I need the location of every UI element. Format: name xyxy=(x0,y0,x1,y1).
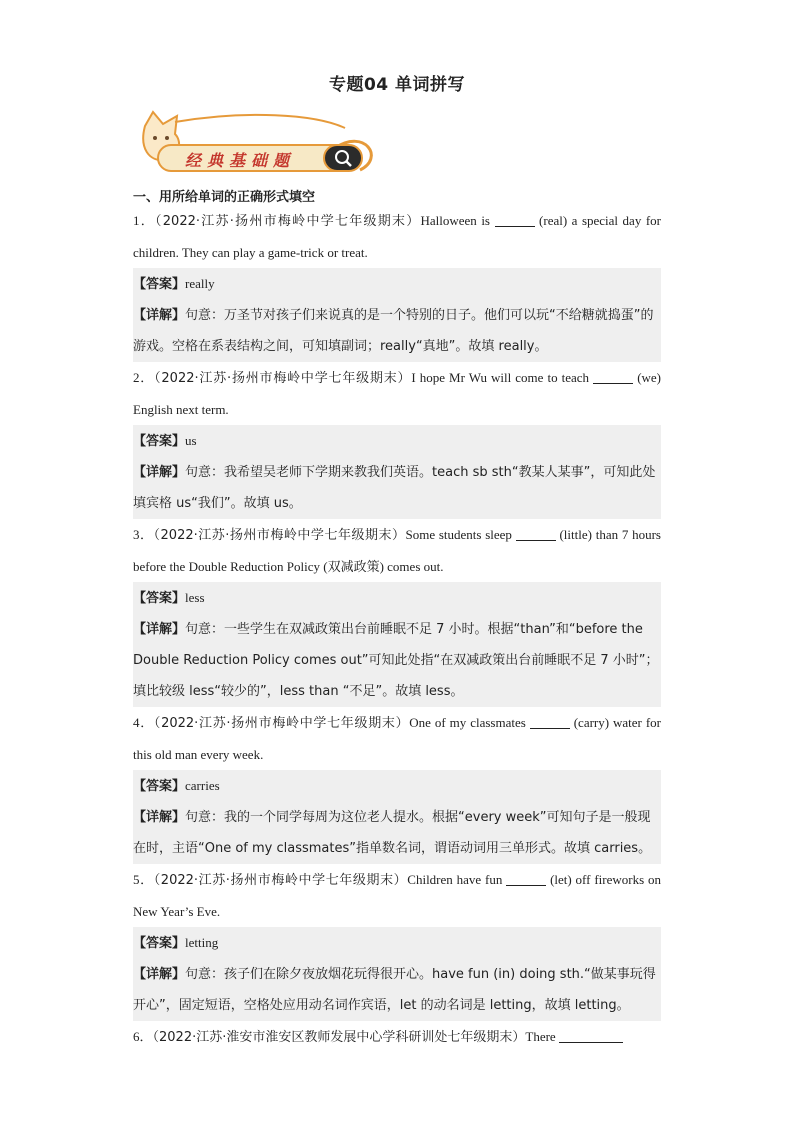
question-list xyxy=(133,205,661,1053)
answer-box-4 xyxy=(133,770,661,864)
explanation-line: 【详解】句意：我希望吴老师下学期来教我们英语。teach sb sth“教某人某事”，可知此处填宾格 us“我们”。故填 us。 xyxy=(133,465,656,511)
banner-label: 经典基础题 xyxy=(185,151,296,170)
answer-line: 【答案】really xyxy=(133,276,215,292)
answer-line: 【答案】letting xyxy=(133,935,219,951)
answer-box-3 xyxy=(133,582,661,707)
answer-blank[interactable] xyxy=(593,370,633,384)
question-5: 5．（2022·江苏·扬州市梅岭中学七年级期末）Children have fun (let) off fireworks on New Year’s Eve. xyxy=(133,872,661,919)
question-1: 1．（2022·江苏·扬州市梅岭中学七年级期末）Halloween is (real) a special day for children. They can play a game-trick or treat. xyxy=(133,213,661,260)
explanation-line: 【详解】句意：我的一个同学每周为这位老人提水。根据“every week”可知句子是一般现在时，主语“One of my classmates”指单数名词，谓语动词用三单形式。故填 carries。 xyxy=(133,810,652,856)
answer-line: 【答案】us xyxy=(133,433,197,449)
explanation-line: 【详解】句意：孩子们在除夕夜放烟花玩得很开心。have fun (in) doing sth.“做某事玩得开心”，固定短语，空格处应用动名词作宾语，let 的动名词是 letting，故填 letting。 xyxy=(133,967,656,1013)
explanation-line: 【详解】句意：万圣节对孩子们来说真的是一个特别的日子。他们可以玩“不给糖就捣蛋”的游戏。空格在系表结构之间，可知填副词；really“真地”。故填 really。 xyxy=(133,308,654,354)
explanation-line: 【详解】句意：一些学生在双减政策出台前睡眠不足 7 小时。根据“than”和“before the Double Reduction Policy comes out”可知此处指“在双减政策出台前睡眠不足 7 小时”；填比较级 less“较少的”，less than “不足”。故填 less。 xyxy=(133,622,659,699)
answer-line: 【答案】less xyxy=(133,590,205,606)
answer-blank[interactable] xyxy=(530,715,570,729)
page-title: 专题04 单词拼写 xyxy=(328,75,466,95)
answer-blank[interactable] xyxy=(516,527,556,541)
answer-blank[interactable] xyxy=(495,213,535,227)
answer-box-2 xyxy=(133,425,661,519)
magnifier-icon xyxy=(325,146,361,170)
question-2: 2．（2022·江苏·扬州市梅岭中学七年级期末）I hope Mr Wu will come to teach (we) English next term. xyxy=(133,370,662,417)
section-heading: 一、用所给单词的正确形式填空 xyxy=(133,190,316,205)
question-3: 3．（2022·江苏·扬州市梅岭中学七年级期末）Some students sleep (little) than 7 hours before the Double Reduction Policy (双减政策) comes out. xyxy=(133,527,661,574)
answer-blank[interactable] xyxy=(506,872,546,886)
section-banner xyxy=(135,108,380,178)
question-4: 4．（2022·江苏·扬州市梅岭中学七年级期末）One of my classmates (carry) water for this old man every week. xyxy=(133,715,661,762)
search-button[interactable] xyxy=(323,144,363,172)
answer-blank[interactable] xyxy=(559,1029,623,1043)
answer-line: 【答案】carries xyxy=(133,778,220,794)
answer-box-5 xyxy=(133,927,661,1021)
answer-box-1 xyxy=(133,268,661,362)
question-6: 6．（2022·江苏·淮安市淮安区教师发展中心学科研训处七年级期末）There xyxy=(133,1021,661,1053)
